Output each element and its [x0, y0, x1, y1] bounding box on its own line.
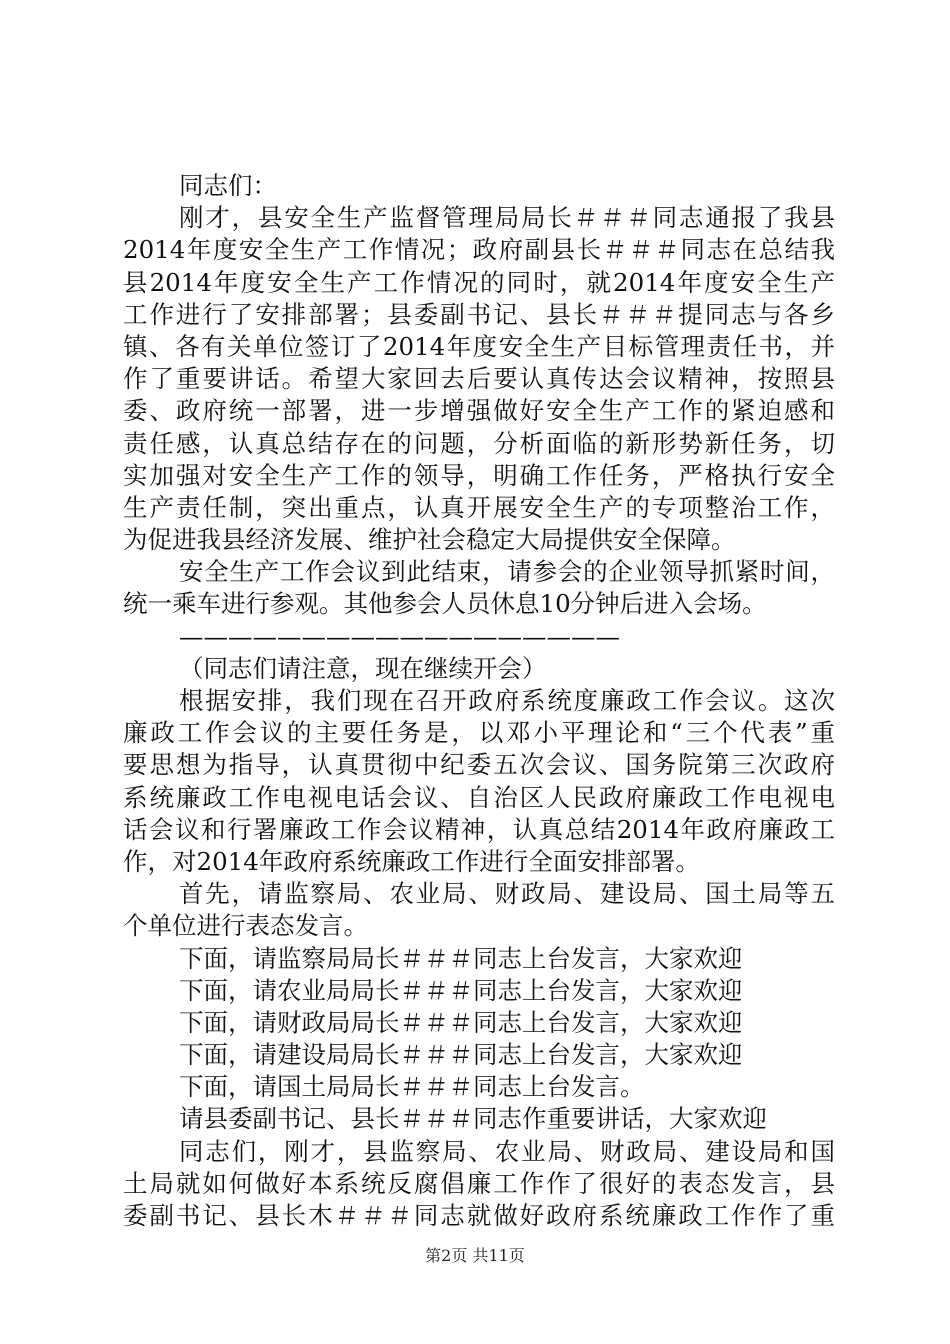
text-line: 下面，请监察局局长＃＃＃同志上台发言，大家欢迎 [179, 943, 743, 973]
text-line: 工作进行了安排部署；县委副书记、县长＃＃＃提同志与各乡 [123, 299, 835, 329]
text-line: 请县委副书记、县长＃＃＃同志作重要讲话，大家欢迎 [179, 1104, 767, 1134]
text-line: 作，对2014年政府系统廉政工作进行全面安排部署。 [123, 846, 700, 876]
text-line: 话会议和行署廉政工作会议精神，认真总结2014年政府廉政工 [123, 814, 835, 844]
text-line: （同志们请注意，现在继续开会） [179, 653, 547, 683]
page-footer: 第2页 共11页 [425, 1246, 525, 1265]
text-line: 委、政府统一部署，进一步增强做好安全生产工作的紧迫感和 [123, 396, 835, 426]
text-line: 生产责任制，突出重点，认真开展安全生产的专项整治工作， [123, 492, 835, 522]
text-line: 2014年度安全生产工作情况；政府副县长＃＃＃同志在总结我 [123, 235, 835, 265]
text-line: 同志们，刚才，县监察局、农业局、财政局、建设局和国 [179, 1136, 835, 1166]
text-line: 下面，请国土局局长＃＃＃同志上台发言。 [179, 1072, 645, 1102]
text-line: 下面，请农业局局长＃＃＃同志上台发言，大家欢迎 [179, 975, 743, 1005]
text-line: 同志们： [179, 171, 277, 200]
document-body [123, 170, 835, 1232]
text-line: 为促进我县经济发展、维护社会稳定大局提供安全保障。 [123, 525, 736, 555]
text-line: 下面，请建设局局长＃＃＃同志上台发言，大家欢迎 [179, 1040, 743, 1070]
text-line: 刚才，县安全生产监督管理局局长＃＃＃同志通报了我县 [179, 203, 835, 233]
text-line: 委副书记、县长木＃＃＃同志就做好政府系统廉政工作作了重 [123, 1201, 835, 1230]
text-line: 实加强对安全生产工作的领导，明确工作任务，严格执行安全 [123, 460, 835, 490]
text-line: 责任感，认真总结存在的问题，分析面临的新形势新任务，切 [123, 428, 835, 458]
text-line: 根据安排，我们现在召开政府系统度廉政工作会议。这次 [179, 686, 835, 715]
text-line: 首先，请监察局、农业局、财政局、建设局、国土局等五 [179, 879, 835, 909]
text-line: 廉政工作会议的主要任务是，以邓小平理论和“三个代表”重 [123, 718, 835, 748]
text-line: 系统廉政工作电视电话会议、自治区人民政府廉政工作电视电 [123, 782, 835, 812]
text-line: 要思想为指导，认真贯彻中纪委五次会议、国务院第三次政府 [123, 750, 835, 780]
text-line: 镇、各有关单位签订了2014年度安全生产目标管理责任书，并 [123, 331, 835, 361]
text-line: 统一乘车进行参观。其他参会人员休息10分钟后进入会场。 [123, 589, 767, 619]
text-line: 县2014年度安全生产工作情况的同时，就2014年度安全生产 [123, 267, 835, 297]
text-line: —————————————————— [179, 621, 620, 651]
text-line: 个单位进行表态发言。 [123, 911, 368, 941]
text-line: 下面，请财政局局长＃＃＃同志上台发言，大家欢迎 [179, 1007, 743, 1037]
text-line: 作了重要讲话。希望大家回去后要认真传达会议精神，按照县 [123, 364, 835, 394]
text-line: 安全生产工作会议到此结束，请参会的企业领导抓紧时间， [179, 557, 835, 587]
text-line: 土局就如何做好本系统反腐倡廉工作作了很好的表态发言，县 [123, 1168, 835, 1198]
